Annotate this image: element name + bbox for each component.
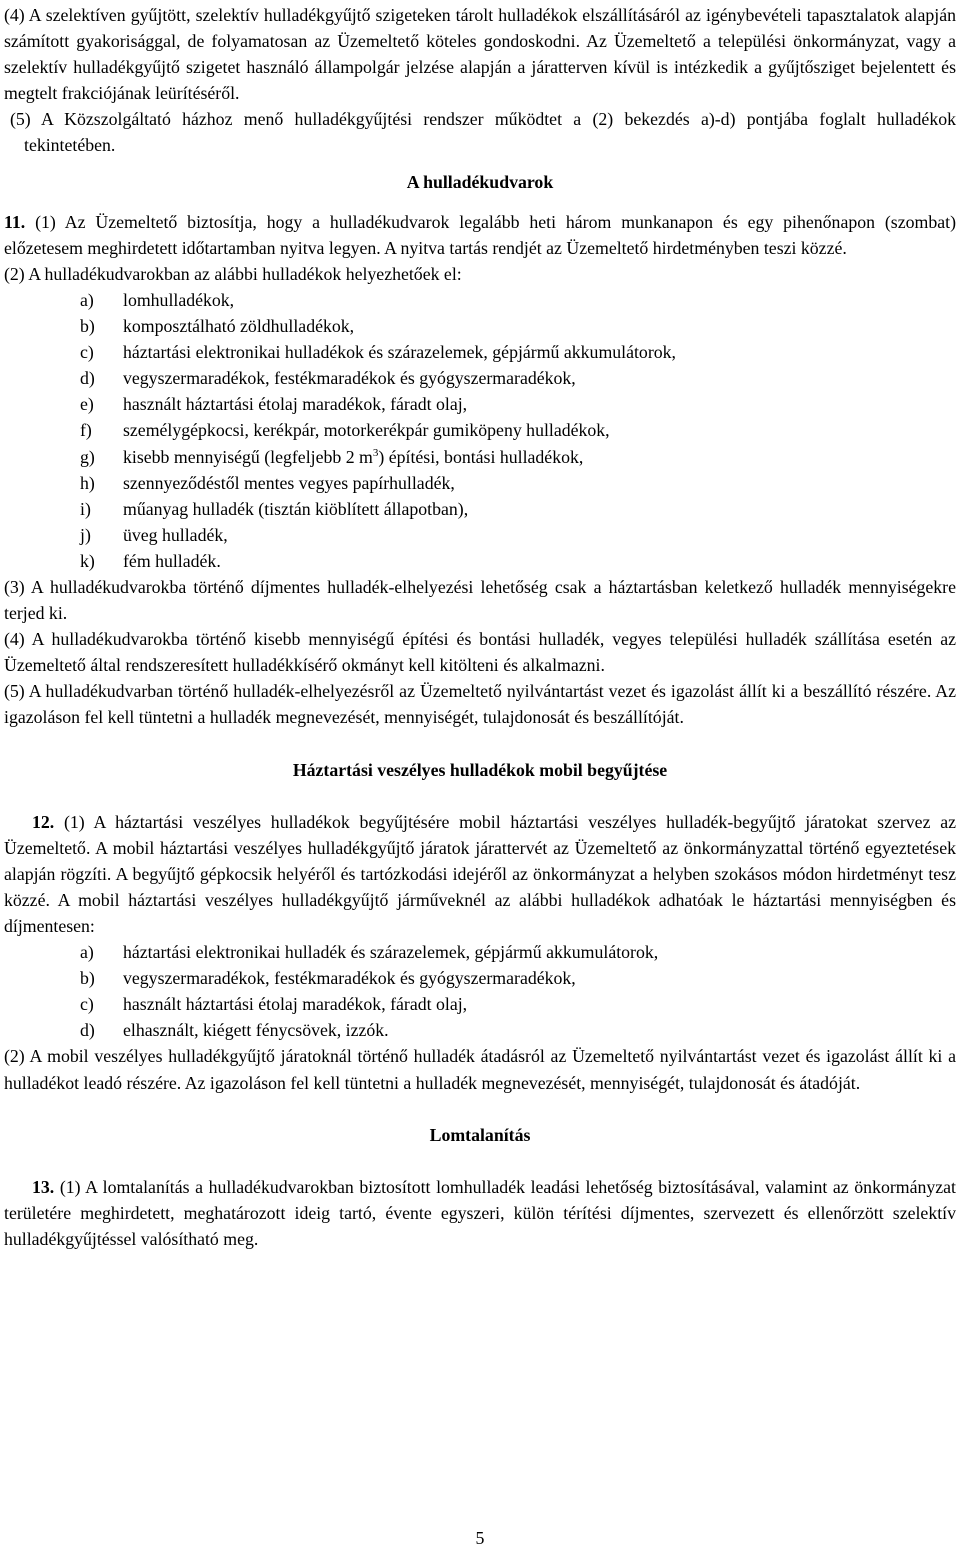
paragraph-5: (5) A Közszolgáltató házhoz menő hulladékgyűjtési rendszer működtet a (2) bekezdés a)-d) pontjába foglalt hulladékok tekintetében. xyxy=(10,109,956,156)
document-page xyxy=(4,2,956,1252)
section-13-number: 13. xyxy=(32,1176,55,1197)
list-item: j) üveg hulladék, xyxy=(80,524,228,545)
list-item: c) háztartási elektronikai hulladékok és szárazelemek, gépjármű akkumulátorok, xyxy=(80,342,676,363)
section-12-paragraph-2: (2) A mobil veszélyes hulladékgyűjtő járatoknál történő hulladék átadásról az Üzemeltető nyilvántartást vezet és igazolást állít ki a hulladékot leadó részére. Az igazoláson fel kell tüntetni a hulladék megnevezését, mennyiségét, tulajdonosát és átadóját. xyxy=(4,1046,956,1093)
section-11-paragraph-1: 11. (1) Az Üzemeltető biztosítja, hogy a hulladékudvarok legalább heti három munkanapon és egy pihenőnapon (szombat) előzetesem meghirdetett időtartamban nyitva legyen. A nyitva tartás rendjét az Üzemeltető hirdetményben teszi közzé. xyxy=(4,211,956,258)
list-item: h) szennyeződéstől mentes vegyes papírhulladék, xyxy=(80,472,455,493)
section-13-paragraph-1: 13. (1) A lomtalanítás a hulladékudvarokban biztosított lomhulladék leadási lehetőség biztosításával, valamint az önkormányzat területére meghirdetett, meghatározott ideig tartó, évente egyszeri, külön térítési díjmentes, szervezett és ellenőrzött szelektív hulladékgyűjtéssel valósítható meg. xyxy=(4,1176,956,1249)
section-12-number: 12. xyxy=(32,811,55,832)
section-12-list xyxy=(4,939,956,1043)
list-item: c) használt háztartási étolaj maradékok, fáradt olaj, xyxy=(80,994,468,1015)
section-11-paragraph-2: (2) A hulladékudvarokban az alábbi hulladékok helyezhetőek el: xyxy=(4,263,462,284)
list-item: i) műanyag hulladék (tisztán kiöblített állapotban), xyxy=(80,498,469,519)
heading-lomtalanitas: Lomtalanítás xyxy=(429,1124,531,1145)
paragraph-4: (4) A szelektíven gyűjtött, szelektív hulladékgyűjtő szigeteken tárolt hulladékok elszállításáról az igénybevételi tapasztalatok alapján számított gyakorisággal, de folyamatosan az Üzemeltető köteles gondoskodni. Az Üzemeltető a települési önkormányzat, vagy a szelektív hulladékgyűjtő szigetet használó állampolgár jelzése alapján a járatterven kívül is intézkedik a gyűjtősziget bejelentett és megtelt frakciójának leürítéséről. xyxy=(4,5,956,104)
list-item: k) fém hulladék. xyxy=(80,550,221,571)
page-number: 5 xyxy=(475,1528,485,1548)
list-item: a) lomhulladékok, xyxy=(80,289,235,310)
section-11-number: 11. xyxy=(4,211,26,232)
section-11-paragraph-3: (3) A hulladékudvarokba történő díjmentes hulladék-elhelyezési lehetőség csak a háztartásban keletkező hulladék mennyiségekre terjed ki. xyxy=(4,576,956,624)
section-11-paragraph-4: (4) A hulladékudvarokba történő kisebb mennyiségű építési és bontási hulladék, vegyes települési hulladék szállítása esetén az Üzemeltető által rendszeresített hulladékkísérő okmányt kell kitölteni és alkalmazni. xyxy=(4,629,956,676)
list-item: b) vegyszermaradékok, festékmaradékok és gyógyszermaradékok, xyxy=(80,968,576,989)
list-item: f) személygépkocsi, kerékpár, motorkerékpár gumiköpeny hulladékok, xyxy=(80,420,610,441)
section-12-paragraph-1: 12. (1) A háztartási veszélyes hulladékok begyűjtésére mobil háztartási veszélyes hulladék-begyűjtő járatokat szervez az Üzemeltető. A mobil háztartási veszélyes hulladékgyűjtő járatok járattervét az Üzemeltető az önkormányzattal történő egyeztetések alapján rögzíti. A begyűjtő gépkocsik helyéről és tartózkodási idejéről az önkormányzat a helyben szokásos módon hirdetményt tesz közzé. A mobil háztartási veszélyes hulladékgyűjtő járműveknél az alábbi hulladékok adhatóak le háztartási mennyiségben és díjmentesen: xyxy=(4,811,956,936)
list-item: b) komposztálható zöldhulladékok, xyxy=(80,316,355,337)
list-item: d) vegyszermaradékok, festékmaradékok és gyógyszermaradékok, xyxy=(80,368,576,389)
list-item: g) kisebb mennyiségű (legfeljebb 2 $m^3$) építési, bontási hulladékok, xyxy=(80,446,584,467)
section-11-paragraph-5: (5) A hulladékudvarban történő hulladék-elhelyezésről az Üzemeltető nyilvántartást vezet és igazolást állít ki a beszállító részére. Az igazoláson fel kell tüntetni a hulladék megnevezését, mennyiségét, tulajdonosát és beszállítóját. xyxy=(4,681,956,728)
heading-hulladekudvarok: A hulladékudvarok xyxy=(406,171,554,192)
section-11-list xyxy=(4,287,956,574)
list-item: d) elhasznált, kiégett fénycsövek, izzók. xyxy=(80,1020,389,1041)
list-item: e) használt háztartási étolaj maradékok, fáradt olaj, xyxy=(80,394,468,415)
list-item: a) háztartási elektronikai hulladék és szárazelemek, gépjármű akkumulátorok, xyxy=(80,942,659,963)
heading-mobil-begyujtes: Háztartási veszélyes hulladékok mobil begyűjtése xyxy=(292,759,668,780)
